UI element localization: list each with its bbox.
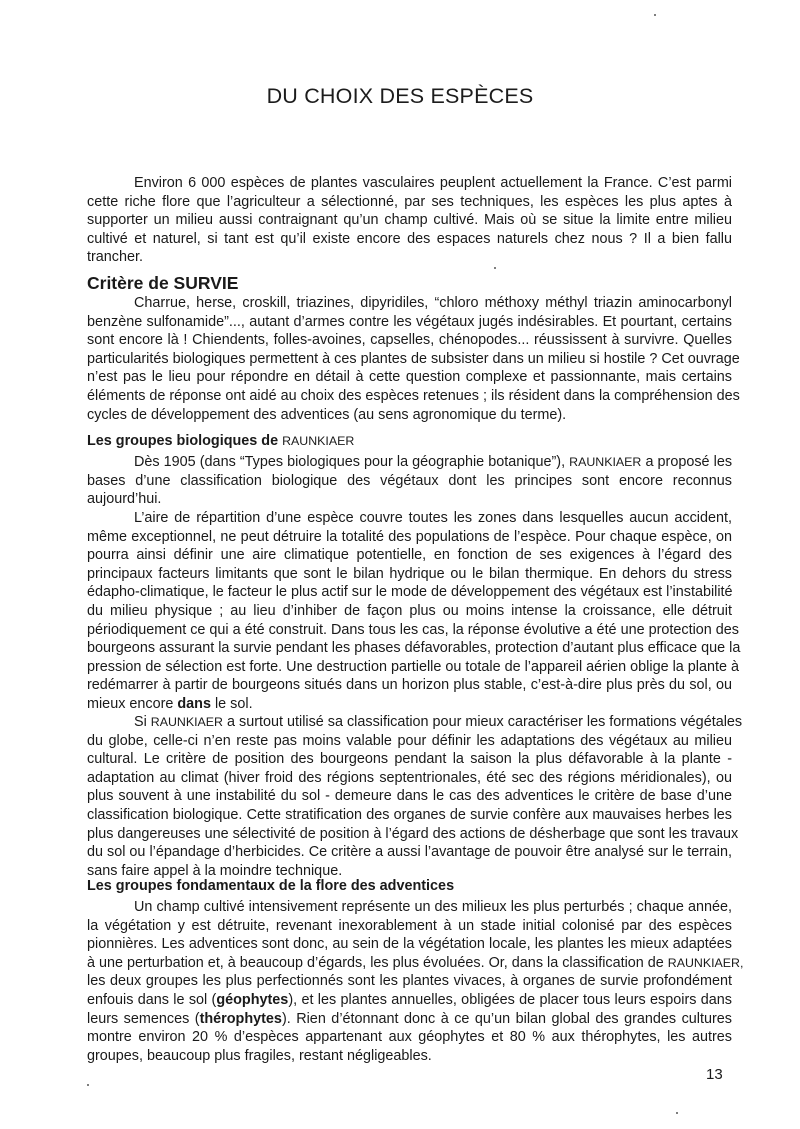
scan-speck xyxy=(494,267,496,269)
author-name: RAUNKIAER xyxy=(150,715,223,729)
subsection-heading-fondamentaux: Les groupes fondamentaux de la flore des adventices xyxy=(87,878,455,894)
text-line: du globe, celle-ci n’en reste pas moins valable pour définir les adaptations des végétaux au milieu xyxy=(87,732,732,749)
text-line: éléments de réponse ont aidé au choix des espèces retenues ; ils résident dans la compréhension des xyxy=(87,387,740,404)
text-line: cultural. Le critère de position des bourgeons pendant la saison la plus défavorable à la plante - xyxy=(87,751,732,768)
text-line: groupes, beaucoup plus fragiles, restant négligeables. xyxy=(87,1047,432,1064)
heading-text: Les groupes biologiques de xyxy=(87,433,279,449)
text-line xyxy=(87,954,744,973)
text-line: classification biologique. Cette stratification des organes de survie confère aux mauvaises herbes les xyxy=(87,806,732,823)
text-line: les deux groupes les plus perfectionnés sont les plantes vivaces, à organes de survie profondément xyxy=(87,973,732,990)
text-line xyxy=(87,695,732,714)
text-line: L’aire de répartition d’une espèce couvre toutes les zones dans lesquelles aucun accident, xyxy=(134,510,732,526)
text-segment: ). Rien d’étonnant donc à ce qu’un bilan global des grandes cultures xyxy=(281,1010,732,1027)
text-line: plus souvent à une instabilité du sol - demeure dans le cas des adventices le critère de base d’une xyxy=(87,788,732,805)
text-line xyxy=(87,1010,732,1029)
raunkiaer-paragraph-2 xyxy=(87,509,741,714)
text-line: édapho-climatique, le facteur le plus actif sur le mode de développement des végétaux est l’instabilité xyxy=(87,584,733,601)
text-segment: a surtout utilisé sa classification pour mieux caractériser les formations végétales xyxy=(227,714,743,730)
scan-speck xyxy=(87,1084,89,1086)
text-line xyxy=(87,991,732,1010)
text-line: benzène sulfonamide”..., autant d’armes contre les végétaux jugés indésirables. Et pourtant, certains xyxy=(87,313,732,330)
text-line: sans faire appel à la moindre technique. xyxy=(87,862,343,879)
author-name: RAUNKIAER xyxy=(282,434,355,448)
raunkiaer-paragraph-1 xyxy=(87,453,732,509)
emphasis: thérophytes xyxy=(199,1010,282,1027)
scan-speck xyxy=(654,14,656,16)
text-line: la végétation y est détruite, revenant inexorablement à un stade initial colonisé par des espèces xyxy=(87,917,732,934)
text-line: montre environ 20 % d’espèces appartenant aux géophytes et 80 % aux thérophytes, les autres xyxy=(87,1029,732,1046)
text-line: bourgeons assurant la survie pendant les phases défavorables, protection d’autant plus efficace que la xyxy=(87,640,741,657)
text-line: périodiquement ce qui a été construit. Dans tous les cas, la réponse évolutive a été une protection des xyxy=(87,621,739,638)
text-segment: leurs semences ( xyxy=(87,1010,200,1027)
text-line: pionnières. Les adventices sont donc, au sein de la végétation locale, les plantes les mieux adaptées xyxy=(87,936,732,953)
text-segment: Si xyxy=(134,714,147,730)
text-line: du milieu physique ; au lieu d’inhiber de façon plus ou moins intense la croissance, elle détruit xyxy=(87,602,732,619)
text-line: principaux facteurs limitants que sont le bilan hydrique ou le bilan thermique. En dehors du stress xyxy=(87,565,732,582)
text-line: cycles de développement des adventices (au sens agronomique du terme). xyxy=(87,406,567,423)
scan-speck xyxy=(676,1112,678,1114)
text-line: trancher. xyxy=(87,249,143,266)
text-segment: enfouis dans le sol ( xyxy=(87,991,217,1008)
text-line: pourra ainsi définir une aire climatique potentielle, en fonction de ses exigences à l’égard des xyxy=(87,547,732,564)
text-line: même exceptionnel, ne peut détruire la totalité des populations de l’espèce. Pour chaque espèce, on xyxy=(87,528,732,545)
text-line: Charrue, herse, croskill, triazines, dipyridiles, “chloro méthoxy méthyl triazin aminocarbonyl xyxy=(134,295,732,311)
text-line: pression de sélection est forte. Une destruction partielle ou totale de l’appareil aérien oblige la plante à xyxy=(87,658,739,675)
page-title: DU CHOIX DES ESPÈCES xyxy=(266,84,534,108)
subsection-heading-raunkiaer xyxy=(87,433,354,449)
text-line: particularités biologiques permettent à ces plantes de subsister dans un milieu si hostile ? Cet ouvrage xyxy=(87,350,740,367)
text-line: redémarrer à partir de bourgeons situés dans un horizon plus stable, c’est-à-dire plus près du sol, ou xyxy=(87,677,732,694)
text-line: adaptation au climat (hiver froid des régions septentrionales, été sec des régions méridionales), ou xyxy=(87,769,732,786)
text-line: n’est pas le lieu pour répondre en détail à cette question complexe et passionnante, mais certains xyxy=(87,369,732,386)
raunkiaer-paragraph-3 xyxy=(87,713,743,880)
text-segment: mieux encore xyxy=(87,695,174,712)
text-segment: a proposé les xyxy=(645,454,733,470)
page-number: 13 xyxy=(706,1066,723,1083)
text-line: bases d’une classification biologique des végétaux dont les principes sont encore reconnus xyxy=(87,472,732,489)
text-line xyxy=(87,453,732,472)
author-name: RAUNKIAER, xyxy=(667,955,744,970)
fondamentaux-paragraph xyxy=(87,898,744,1065)
text-line: cultivé et naturel, si tant est qu’il existe encore des espaces naturels chez nous ? Il a bien fallu xyxy=(87,230,732,247)
text-line: sont encore là ! Chiendents, folles-avoines, capselles, chénopodes... réussissent à survivre. Quelles xyxy=(87,332,732,349)
emphasis: géophytes xyxy=(216,991,289,1008)
text-line: du sol ou l’épandage d’herbicides. Ce critère a aussi l’avantage de pouvoir être analysé sur le terrain, xyxy=(87,844,732,861)
text-line: aujourd’hui. xyxy=(87,491,162,508)
emphasis: dans xyxy=(177,695,211,712)
text-line: Environ 6 000 espèces de plantes vasculaires peuplent actuellement la France. C’est parmi xyxy=(134,175,732,191)
survie-paragraph xyxy=(87,294,740,424)
intro-paragraph xyxy=(87,174,732,267)
text-segment: Dès 1905 (dans “Types biologiques pour la géographie botanique”), xyxy=(134,454,566,470)
text-line: Un champ cultivé intensivement représente un des milieux les plus perturbés ; chaque année, xyxy=(134,899,732,915)
text-segment: ), et les plantes annuelles, obligées de placer tous leurs espoirs dans xyxy=(288,991,732,1008)
text-segment: à une perturbation et, à beaucoup d’égards, les plus évoluées. Or, dans la classification de xyxy=(87,954,664,971)
author-name: RAUNKIAER xyxy=(569,455,642,469)
text-line xyxy=(87,713,743,732)
text-line: plus dangereuses une sélectivité de position à l’égard des actions de désherbage que sont les travaux xyxy=(87,825,739,842)
section-heading-survie: Critère de SURVIE xyxy=(87,273,239,293)
text-line: supporter un milieu aussi contraignant qu’un champ cultivé. Mais où se situe la limite entre milieu xyxy=(87,212,732,229)
text-line: cette riche flore que l’agriculteur a sélectionné, par ses techniques, les espèces les plus aptes à xyxy=(87,193,732,210)
text-segment: le sol. xyxy=(214,695,253,712)
